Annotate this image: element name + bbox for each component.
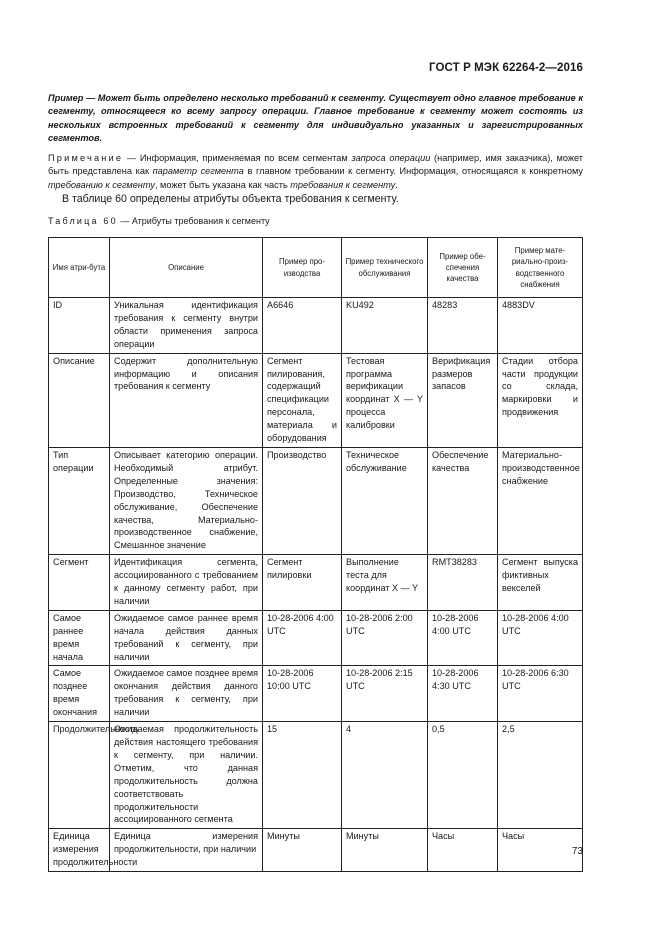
table-row [49, 555, 583, 611]
cell-maintenance: Выполнение теста для координат X — Y [342, 555, 428, 611]
cell-inventory: Сегмент выпуска фиктивных векселей [498, 555, 583, 611]
cell-quality: RMT38283 [428, 555, 498, 611]
cell-quality: 10-28-2006 4:30 UTC [428, 666, 498, 722]
table-caption-label: Таблица 60 [48, 216, 118, 226]
note-text-mid2: в главном требовании к сегменту. Информация, относящаяся к конкретному [243, 166, 583, 177]
cell-description: Содержит дополнительную информацию и описания требования к сегменту [110, 353, 263, 447]
header-description: Описание [110, 238, 263, 298]
cell-maintenance: 10-28-2006 2:15 UTC [342, 666, 428, 722]
attributes-table [48, 237, 583, 872]
cell-inventory: 4883DV [498, 298, 583, 354]
cell-description: Описывает категорию операции. Необходимый атрибут. Определенные значения: Производство, Техническое обслуживание, Обеспечение качества, Материально-производственное снабжение, Смешанное значение [110, 447, 263, 554]
cell-quality: 10-28-2006 4:00 UTC [428, 610, 498, 666]
cell-maintenance: Тестовая программа верификации координат X — Y процесса калибровки [342, 353, 428, 447]
cell-production: Сегмент пилировки [263, 555, 342, 611]
cell-description: Ожидаемая продолжительность действия настоящего требования к сегменту, при наличии. Отметим, что данная продолжительность должна соответствовать продолжительности ассоциированного сегмента [110, 722, 263, 829]
table-header-row [49, 238, 583, 298]
note-text-before: — Информация, применяемая по всем сегментам [123, 153, 352, 163]
note-term-segment-requirement-2: требования к сегменту [290, 179, 396, 190]
cell-quality: Верификация размеров запасов [428, 353, 498, 447]
header-attribute-name: Имя атри-бута [49, 238, 110, 298]
cell-description: Ожидаемое самое позднее время окончания действия данного требования к сегменту, при наличии [110, 666, 263, 722]
cell-maintenance: Минуты [342, 829, 428, 872]
note-paragraph [48, 152, 583, 192]
table-row [49, 298, 583, 354]
cell-maintenance: 10-28-2006 2:00 UTC [342, 610, 428, 666]
note-text-end: . [395, 179, 398, 190]
note-term-segment-parameter: параметр сегмента [152, 166, 244, 177]
cell-production: Минуты [263, 829, 342, 872]
document-header: ГОСТ Р МЭК 62264-2—2016 [429, 62, 583, 74]
cell-attribute-name: Самое позднее время окончания [49, 666, 110, 722]
table-caption-text: — Атрибуты требования к сегменту [117, 216, 270, 226]
note-term-segment-requirement: требованию к сегменту [48, 179, 155, 190]
cell-production: Производство [263, 447, 342, 554]
cell-maintenance: Техническое обслуживание [342, 447, 428, 554]
cell-quality: Часы [428, 829, 498, 872]
table-row [49, 447, 583, 554]
cell-inventory: 10-28-2006 4:00 UTC [498, 610, 583, 666]
table-caption [48, 216, 270, 226]
cell-inventory: Материально-производственное снабжение [498, 447, 583, 554]
cell-inventory: 2,5 [498, 722, 583, 829]
table-row [49, 666, 583, 722]
cell-description: Идентификация сегмента, ассоциированного с требованием к данному сегменту работ, при наличии [110, 555, 263, 611]
header-production-example: Пример про-изводства [263, 238, 342, 298]
cell-description: Единица измерения продолжительности, при наличии [110, 829, 263, 872]
example-paragraph: Пример — Может быть определено несколько требований к сегменту. Существует одно главное требование к сегменту, относящееся ко всему запросу операции. Главное требование к сегменту может состоять из нескольких встроенных требований к сегменту для индивидуально указанных и зарегистрированных сегментов. [48, 93, 583, 144]
cell-production: 15 [263, 722, 342, 829]
cell-attribute-name: Самое раннее время начала [49, 610, 110, 666]
cell-production: Сегмент пилирования, содержащий спецификации персонала, материала и оборудования [263, 353, 342, 447]
cell-attribute-name: ID [49, 298, 110, 354]
page-number: 73 [571, 846, 583, 857]
cell-quality: Обеспечение качества [428, 447, 498, 554]
note-term-operation-request: запроса операции [351, 153, 431, 163]
note-text-mid3: , может быть указана как часть [154, 179, 291, 190]
cell-production: A6646 [263, 298, 342, 354]
note-label: Примечание [48, 153, 124, 163]
table-row [49, 829, 583, 872]
cell-inventory: Стадии отбора части продукции со склада, маркировки и продвижения [498, 353, 583, 447]
cell-attribute-name: Тип операции [49, 447, 110, 554]
header-maintenance-example: Пример технического обслуживания [342, 238, 428, 298]
table-row [49, 353, 583, 447]
cell-attribute-name: Продолжительность [49, 722, 110, 829]
cell-attribute-name: Сегмент [49, 555, 110, 611]
cell-production: 10-28-2006 4:00 UTC [263, 610, 342, 666]
cell-inventory: Часы [498, 829, 583, 872]
cell-maintenance: KU492 [342, 298, 428, 354]
cell-quality: 48283 [428, 298, 498, 354]
cell-quality: 0,5 [428, 722, 498, 829]
cell-maintenance: 4 [342, 722, 428, 829]
table-row [49, 722, 583, 829]
cell-attribute-name: Описание [49, 353, 110, 447]
intro-paragraph: В таблице 60 определены атрибуты объекта требования к сегменту. [62, 193, 399, 205]
table-row [49, 610, 583, 666]
header-quality-example: Пример обе-спечения качества [428, 238, 498, 298]
cell-inventory: 10-28-2006 6:30 UTC [498, 666, 583, 722]
cell-attribute-name: Единица измерения продолжительности [49, 829, 110, 872]
cell-production: 10-28-2006 10:00 UTC [263, 666, 342, 722]
note-text-mid1: (например, имя заказчика), может быть представлена как [48, 153, 584, 177]
header-inventory-example: Пример мате-риально-произ-водственного снабжения [498, 238, 583, 298]
cell-description: Ожидаемое самое раннее время начала действия данных требований к сегменту, при наличии [110, 610, 263, 666]
cell-description: Уникальная идентификация требования к сегменту внутри области применения запроса операции [110, 298, 263, 354]
